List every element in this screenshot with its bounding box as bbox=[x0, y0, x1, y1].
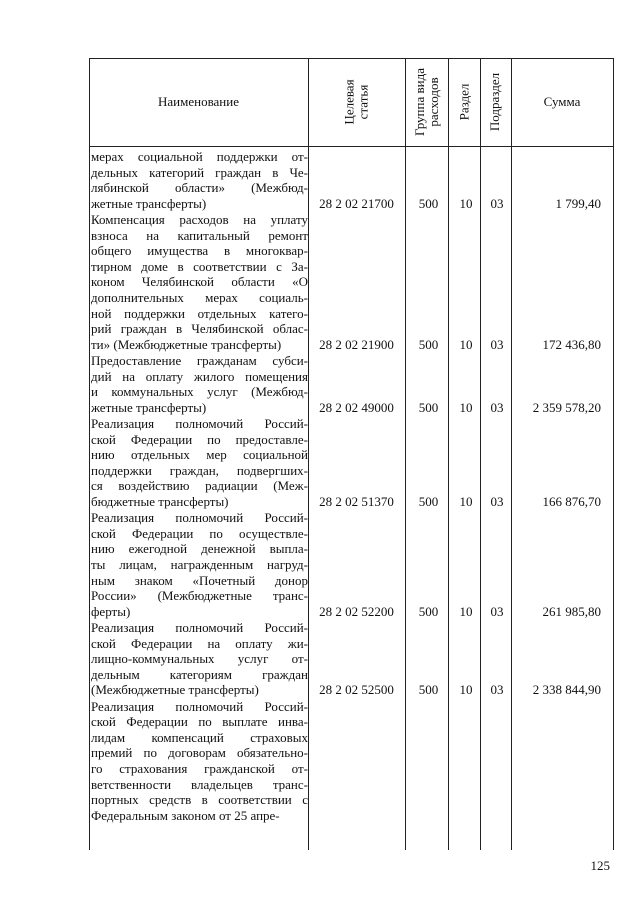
budget-table bbox=[89, 58, 614, 850]
row-target-article: 28 2 02 52500 bbox=[319, 682, 394, 698]
row-name bbox=[91, 620, 308, 698]
row-name-line: ской Федерации по предоставле- bbox=[91, 431, 308, 447]
row-name-line: тирном доме в соответствии с За- bbox=[91, 258, 308, 274]
row-name-line: бюджетные трансферты) bbox=[91, 493, 229, 509]
page-number: 125 bbox=[590, 858, 610, 873]
row-name-line: лябинской области» (Межбюд- bbox=[91, 180, 308, 196]
row-sum: 2 359 578,20 bbox=[532, 399, 601, 415]
row-name bbox=[91, 353, 308, 415]
row-sum: 1 799,40 bbox=[555, 195, 601, 211]
row-name bbox=[91, 416, 308, 510]
row-subsection: 03 bbox=[490, 494, 504, 509]
row-name-line: нию отдельных мер социальной bbox=[91, 447, 308, 463]
row-section: 10 bbox=[459, 494, 473, 509]
row-name-line: дельным категориям граждан bbox=[91, 666, 308, 682]
row-name-line: жетные трансферты) bbox=[91, 399, 207, 415]
row-name-line: дополнительных мерах социаль- bbox=[91, 289, 308, 305]
row-name-line: мерах социальной поддержки от- bbox=[91, 149, 308, 164]
row-name-line: коном Челябинской области «О bbox=[91, 274, 308, 290]
row-subsection: 03 bbox=[490, 603, 504, 619]
row-subsection: 03 bbox=[490, 195, 504, 211]
row-name-line: го страхования гражданской от- bbox=[91, 760, 308, 776]
row-name-line: жетные трансферты) bbox=[91, 195, 207, 211]
row-name-line: ся воздействию радиации (Меж- bbox=[91, 478, 308, 494]
row-name bbox=[91, 510, 308, 619]
row-name-line: взноса на капитальный ремонт bbox=[91, 227, 308, 243]
row-name-line: ской Федерации на оплату жи- bbox=[91, 635, 308, 651]
row-sum: 172 436,80 bbox=[542, 336, 601, 352]
row-target-article: 28 2 02 21700 bbox=[319, 195, 394, 211]
row-name-line: рий граждан в Челябинской облас- bbox=[91, 321, 308, 337]
row-name-line: нию ежегодной денежной выпла- bbox=[91, 541, 308, 557]
row-section: 10 bbox=[459, 399, 473, 415]
header-name: Наименование bbox=[158, 94, 239, 109]
row-expense-group: 500 bbox=[418, 399, 439, 415]
row-section: 10 bbox=[459, 195, 473, 211]
row-name-line: лищно-коммунальных услуг от- bbox=[91, 651, 308, 667]
row-name bbox=[91, 149, 308, 211]
row-target-article: 28 2 02 21900 bbox=[319, 336, 394, 352]
row-name-line: Реализация полномочий Россий- bbox=[91, 510, 308, 526]
row-section: 10 bbox=[459, 603, 473, 619]
row-sum: 261 985,80 bbox=[542, 603, 601, 619]
header-section: Раздел bbox=[456, 83, 471, 121]
row-name-line: ской Федерации по осуществле- bbox=[91, 525, 308, 541]
row-expense-group: 500 bbox=[418, 336, 439, 352]
row-name-line: Предоставление гражданам субси- bbox=[91, 353, 308, 368]
row-name-line: премий по договорам обязательно- bbox=[91, 745, 308, 761]
row-name-line: общего имущества в многоквар- bbox=[91, 243, 308, 259]
row-name-line: и коммунальных услуг (Межбюд- bbox=[91, 384, 308, 400]
row-name-line: ти» (Межбюджетные трансферты) bbox=[91, 336, 282, 352]
row-name-line: ветственности владельцев транс- bbox=[91, 776, 308, 792]
row-target-article: 28 2 02 49000 bbox=[319, 399, 394, 415]
row-name-line: Федеральным законом от 25 апре- bbox=[91, 807, 280, 823]
header-target-article: Целевая статья bbox=[341, 79, 371, 125]
row-target-article: 28 2 02 52200 bbox=[319, 603, 394, 619]
header-sum: Сумма bbox=[543, 94, 581, 109]
header-subsection: Подраздел bbox=[487, 72, 503, 132]
row-name-line: Реализация полномочий Россий- bbox=[91, 416, 308, 431]
header-expense-group: Группа вида расходов bbox=[411, 68, 441, 136]
row-subsection: 03 bbox=[490, 336, 504, 352]
row-name-line: России» (Межбюджетные транс- bbox=[91, 588, 308, 604]
row-section: 10 bbox=[459, 682, 473, 698]
row-name-line: портных средств в соответствии с bbox=[91, 792, 308, 808]
row-subsection: 03 bbox=[490, 682, 504, 698]
row-name-line: лидам компенсаций страховых bbox=[91, 729, 308, 745]
row-name-line: ным знаком «Почетный донор bbox=[91, 572, 308, 588]
row-name-line: поддержки граждан, подвергших- bbox=[91, 462, 308, 478]
row-section: 10 bbox=[459, 336, 473, 352]
row-name-line: Реализация полномочий Россий- bbox=[91, 698, 308, 714]
row-name-line: ты лицам, награжденным нагруд- bbox=[91, 556, 308, 572]
row-expense-group: 500 bbox=[418, 494, 439, 509]
row-name-line: ной поддержки отдельных катего- bbox=[91, 305, 308, 321]
row-expense-group: 500 bbox=[418, 603, 439, 619]
row-name-line: ской Федерации по выплате инва- bbox=[91, 714, 308, 730]
row-expense-group: 500 bbox=[418, 195, 439, 211]
row-name-line: дий на оплату жилого помещения bbox=[91, 368, 308, 384]
row-name-line: дельных категорий граждан в Че- bbox=[91, 164, 308, 180]
row-subsection: 03 bbox=[490, 399, 504, 415]
row-name-line: (Межбюджетные трансферты) bbox=[91, 682, 259, 698]
row-sum: 2 338 844,90 bbox=[532, 682, 601, 698]
row-name-line: Компенсация расходов на уплату bbox=[91, 212, 308, 227]
row-target-article: 28 2 02 51370 bbox=[319, 494, 394, 509]
row-name-line: Реализация полномочий Россий- bbox=[91, 620, 308, 635]
row-name bbox=[91, 212, 308, 352]
row-expense-group: 500 bbox=[418, 682, 439, 698]
row-name bbox=[91, 699, 308, 824]
row-name-line: ферты) bbox=[91, 603, 131, 619]
row-sum: 166 876,70 bbox=[542, 494, 601, 509]
